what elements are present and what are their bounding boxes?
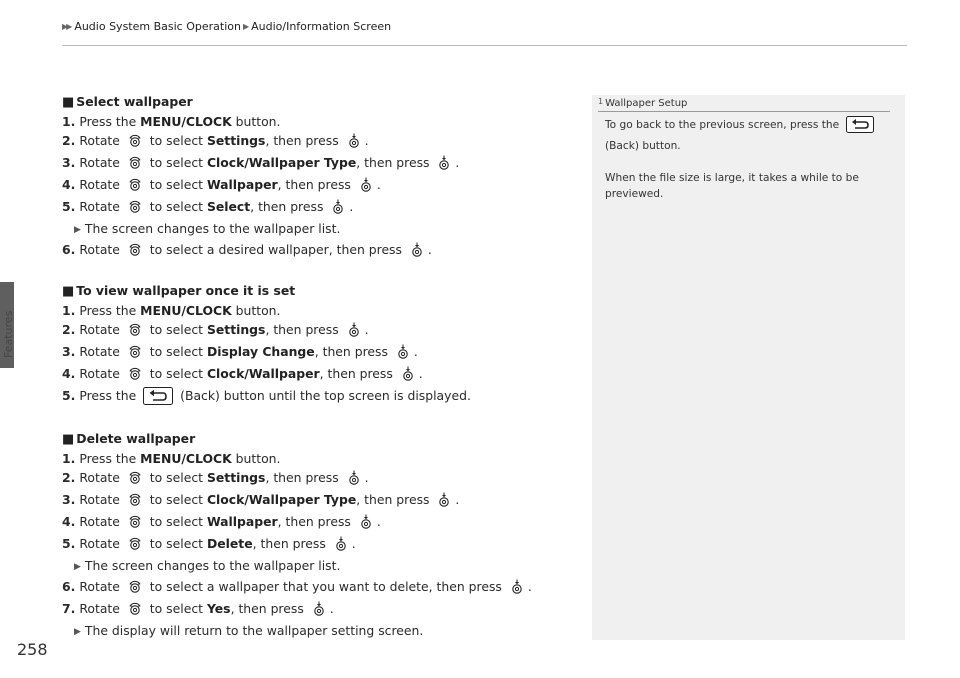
step-result bbox=[62, 621, 587, 642]
step-text: , then press bbox=[277, 177, 355, 192]
step-text: to select bbox=[145, 177, 207, 192]
breadcrumb-item: Audio System Basic Operation bbox=[74, 20, 241, 33]
step-text: Rotate bbox=[79, 344, 124, 359]
selector-knob-icon bbox=[128, 579, 142, 599]
menu-item-name: Wallpaper bbox=[206, 514, 278, 529]
step-number: 3. bbox=[62, 344, 76, 359]
menu-item-name: Delete bbox=[206, 536, 253, 551]
step-number: 5. bbox=[62, 199, 76, 214]
push-button-icon bbox=[347, 133, 361, 153]
breadcrumb-arrow-icon: ▶▶ bbox=[62, 22, 71, 31]
instruction-step bbox=[62, 490, 587, 512]
instruction-step bbox=[62, 320, 587, 342]
step-number: 1. bbox=[62, 114, 76, 129]
step-text: . bbox=[364, 133, 369, 148]
menu-item-name: Wallpaper bbox=[206, 177, 278, 192]
result-arrow-icon: ▶ bbox=[74, 225, 81, 235]
step-text: . bbox=[527, 579, 532, 594]
step-result bbox=[62, 556, 587, 577]
note-divider bbox=[598, 111, 890, 112]
instruction-step bbox=[62, 449, 587, 468]
step-text: . bbox=[427, 242, 432, 257]
selector-knob-icon bbox=[128, 344, 142, 364]
instruction-step bbox=[62, 577, 587, 599]
selector-knob-icon bbox=[128, 492, 142, 512]
step-text: , then press bbox=[265, 470, 343, 485]
page-number: 258 bbox=[17, 640, 48, 659]
step-text: Rotate bbox=[79, 322, 124, 337]
step-text: , then press bbox=[230, 601, 308, 616]
step-text: . bbox=[351, 536, 356, 551]
push-button-icon bbox=[401, 366, 415, 386]
selector-knob-icon bbox=[128, 177, 142, 197]
push-button-icon bbox=[334, 536, 348, 556]
step-text: . bbox=[455, 155, 460, 170]
section-title bbox=[62, 429, 587, 449]
back-arrow-icon bbox=[143, 387, 173, 410]
step-text: button. bbox=[231, 114, 281, 129]
breadcrumb-item: Audio/Information Screen bbox=[251, 20, 392, 33]
push-button-icon bbox=[359, 177, 373, 197]
section-title bbox=[62, 281, 587, 301]
section-title-text: To view wallpaper once it is set bbox=[76, 283, 296, 298]
result-text: The screen changes to the wallpaper list. bbox=[84, 558, 341, 573]
step-text: button. bbox=[231, 451, 281, 466]
step-text: Press the bbox=[79, 114, 141, 129]
step-number: 2. bbox=[62, 470, 76, 485]
step-text: . bbox=[364, 322, 369, 337]
step-text: to select bbox=[145, 344, 207, 359]
step-text: Rotate bbox=[79, 177, 124, 192]
selector-knob-icon bbox=[128, 470, 142, 490]
menu-item-name: MENU/CLOCK bbox=[140, 114, 232, 129]
step-text: to select bbox=[145, 155, 207, 170]
selector-knob-icon bbox=[128, 514, 142, 534]
step-number: 6. bbox=[62, 242, 76, 257]
step-text: . bbox=[376, 177, 381, 192]
selector-knob-icon bbox=[128, 155, 142, 175]
step-result bbox=[62, 219, 587, 240]
step-text: to select bbox=[145, 366, 207, 381]
instruction-step bbox=[62, 534, 587, 556]
breadcrumb-arrow-icon: ▶ bbox=[242, 22, 248, 31]
result-text: The display will return to the wallpaper setting screen. bbox=[84, 623, 424, 638]
breadcrumb bbox=[62, 20, 391, 33]
step-text: , then press bbox=[265, 322, 343, 337]
step-number: 2. bbox=[62, 133, 76, 148]
step-number: 3. bbox=[62, 492, 76, 507]
instruction-step bbox=[62, 364, 587, 386]
step-number: 4. bbox=[62, 514, 76, 529]
step-number: 1. bbox=[62, 451, 76, 466]
step-text: Rotate bbox=[79, 492, 124, 507]
step-text: , then press bbox=[356, 492, 434, 507]
result-arrow-icon: ▶ bbox=[74, 627, 81, 637]
step-text: Rotate bbox=[79, 470, 124, 485]
step-text: to select bbox=[145, 199, 207, 214]
section-marker-icon: ■ bbox=[62, 95, 75, 110]
step-text: to select bbox=[145, 536, 207, 551]
step-text: . bbox=[349, 199, 354, 214]
step-text: Rotate bbox=[79, 242, 124, 257]
step-number: 4. bbox=[62, 366, 76, 381]
selector-knob-icon bbox=[128, 366, 142, 386]
step-text: to select a desired wallpaper, then press bbox=[145, 242, 406, 257]
section-title-text: Select wallpaper bbox=[76, 94, 193, 109]
note-title bbox=[598, 97, 687, 109]
instruction-step bbox=[62, 468, 587, 490]
step-number: 7. bbox=[62, 601, 76, 616]
note-title-text: Wallpaper Setup bbox=[605, 98, 688, 109]
step-text: button. bbox=[231, 303, 281, 318]
instruction-step bbox=[62, 153, 587, 175]
push-button-icon bbox=[347, 470, 361, 490]
step-text: to select bbox=[145, 601, 207, 616]
header-divider bbox=[62, 45, 907, 46]
instruction-step bbox=[62, 197, 587, 219]
step-text: Rotate bbox=[79, 366, 124, 381]
menu-item-name: Settings bbox=[206, 470, 266, 485]
push-button-icon bbox=[437, 492, 451, 512]
step-text: , then press bbox=[277, 514, 355, 529]
step-text: to select bbox=[145, 492, 207, 507]
step-text: to select bbox=[145, 322, 207, 337]
instruction-step bbox=[62, 599, 587, 621]
note-body bbox=[605, 116, 890, 202]
step-text: . bbox=[329, 601, 334, 616]
section-title-text: Delete wallpaper bbox=[76, 431, 196, 446]
step-text: Rotate bbox=[79, 514, 124, 529]
step-text: Rotate bbox=[79, 133, 124, 148]
step-number: 4. bbox=[62, 177, 76, 192]
menu-item-name: MENU/CLOCK bbox=[140, 451, 232, 466]
step-text: . bbox=[413, 344, 418, 359]
result-text: The screen changes to the wallpaper list. bbox=[84, 221, 341, 236]
section-marker-icon: ■ bbox=[62, 432, 75, 447]
step-number: 5. bbox=[62, 536, 76, 551]
step-text: Rotate bbox=[79, 601, 124, 616]
step-number: 3. bbox=[62, 155, 76, 170]
selector-knob-icon bbox=[128, 536, 142, 556]
menu-item-name: Display Change bbox=[206, 344, 315, 359]
push-button-icon bbox=[510, 579, 524, 599]
instruction-step bbox=[62, 112, 587, 131]
instruction-step bbox=[62, 175, 587, 197]
step-text: , then press bbox=[314, 344, 392, 359]
menu-item-name: Clock/Wallpaper Type bbox=[206, 492, 357, 507]
menu-item-name: Yes bbox=[206, 601, 231, 616]
instruction-step bbox=[62, 131, 587, 153]
note-paragraph: When the file size is large, it takes a while to be previewed. bbox=[605, 172, 859, 200]
chapter-label bbox=[2, 296, 16, 376]
push-button-icon bbox=[312, 601, 326, 621]
menu-item-name: Settings bbox=[206, 322, 266, 337]
section-marker-icon: ■ bbox=[62, 284, 75, 299]
step-text: . bbox=[455, 492, 460, 507]
step-number: 2. bbox=[62, 322, 76, 337]
instruction-step bbox=[62, 512, 587, 534]
step-text: , then press bbox=[250, 199, 328, 214]
back-arrow-icon bbox=[846, 116, 874, 138]
note-paragraph bbox=[605, 116, 890, 154]
note-text: To go back to the previous screen, press the bbox=[605, 119, 843, 131]
section-gap bbox=[62, 262, 587, 281]
menu-item-name: Select bbox=[206, 199, 251, 214]
step-text: to select a wallpaper that you want to delete, then press bbox=[145, 579, 506, 594]
step-text: , then press bbox=[356, 155, 434, 170]
chapter-label-text: Features bbox=[2, 310, 15, 358]
instruction-step bbox=[62, 342, 587, 364]
section-title bbox=[62, 92, 587, 112]
push-button-icon bbox=[396, 344, 410, 364]
section-gap bbox=[62, 410, 587, 429]
push-button-icon bbox=[359, 514, 373, 534]
instructions-column bbox=[62, 92, 587, 642]
step-text: Rotate bbox=[79, 199, 124, 214]
menu-item-name: MENU/CLOCK bbox=[140, 303, 232, 318]
menu-item-name: Clock/Wallpaper bbox=[206, 366, 320, 381]
step-text: . bbox=[364, 470, 369, 485]
menu-item-name: Clock/Wallpaper Type bbox=[206, 155, 357, 170]
step-text: to select bbox=[145, 470, 207, 485]
instruction-step bbox=[62, 301, 587, 320]
selector-knob-icon bbox=[128, 133, 142, 153]
note-text: (Back) button. bbox=[605, 140, 681, 152]
result-arrow-icon: ▶ bbox=[74, 562, 81, 572]
push-button-icon bbox=[347, 322, 361, 342]
selector-knob-icon bbox=[128, 199, 142, 219]
push-button-icon bbox=[331, 199, 345, 219]
selector-knob-icon bbox=[128, 322, 142, 342]
step-text: to select bbox=[145, 133, 207, 148]
selector-knob-icon bbox=[128, 242, 142, 262]
note-marker: 1 bbox=[598, 97, 604, 106]
step-text: Press the bbox=[79, 303, 141, 318]
step-text: . bbox=[376, 514, 381, 529]
push-button-icon bbox=[410, 242, 424, 262]
step-text: to select bbox=[145, 514, 207, 529]
push-button-icon bbox=[437, 155, 451, 175]
step-text: Press the bbox=[79, 451, 141, 466]
instruction-step bbox=[62, 240, 587, 262]
step-text: Rotate bbox=[79, 579, 124, 594]
selector-knob-icon bbox=[128, 601, 142, 621]
step-number: 6. bbox=[62, 579, 76, 594]
step-text: , then press bbox=[319, 366, 397, 381]
step-text: Rotate bbox=[79, 155, 124, 170]
step-text: Press the bbox=[79, 388, 141, 403]
step-text: . bbox=[418, 366, 423, 381]
step-text: (Back) button until the top screen is displayed. bbox=[176, 388, 471, 403]
step-text: Rotate bbox=[79, 536, 124, 551]
menu-item-name: Settings bbox=[206, 133, 266, 148]
step-number: 5. bbox=[62, 388, 76, 403]
step-text: , then press bbox=[252, 536, 330, 551]
instruction-step bbox=[62, 386, 587, 410]
step-text: , then press bbox=[265, 133, 343, 148]
step-number: 1. bbox=[62, 303, 76, 318]
